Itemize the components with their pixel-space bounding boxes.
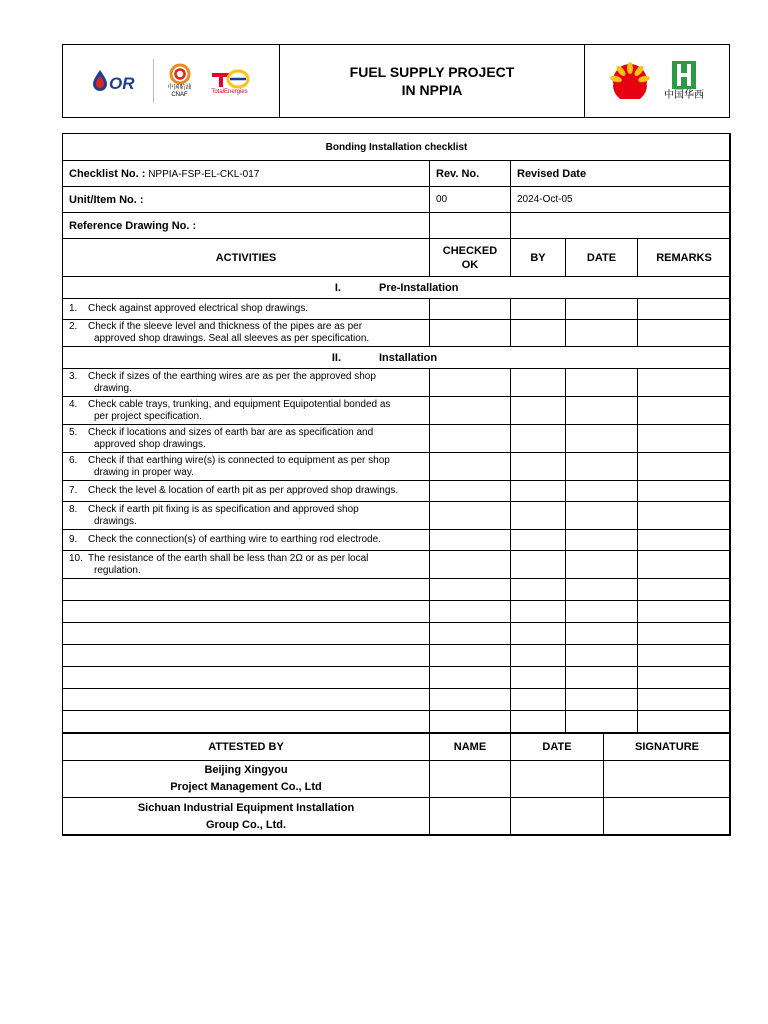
totalenergies-logo-text: TotalEnergies bbox=[211, 88, 248, 95]
activity-text-cont: per project specification. bbox=[94, 410, 202, 422]
date-cell[interactable] bbox=[566, 397, 638, 425]
attesting-party bbox=[63, 761, 430, 798]
checklist-no-label: Checklist No. : bbox=[69, 167, 146, 180]
col-signature: SIGNATURE bbox=[604, 734, 731, 761]
activity-text: Check if the sleeve level and thickness of the pipes are as per bbox=[88, 321, 363, 332]
date-cell[interactable] bbox=[566, 601, 638, 623]
by-cell[interactable] bbox=[511, 299, 566, 320]
table-row bbox=[63, 369, 731, 397]
checked-ok-cell[interactable] bbox=[430, 689, 511, 711]
checked-ok-cell[interactable] bbox=[430, 425, 511, 453]
table-row bbox=[63, 481, 731, 502]
empty-row bbox=[63, 689, 731, 711]
attestation-row bbox=[63, 798, 731, 836]
checked-ok-cell[interactable] bbox=[430, 481, 511, 502]
revised-date-label: Revised Date bbox=[511, 161, 731, 187]
huashi-h-icon bbox=[671, 60, 697, 90]
col-attest-date: DATE bbox=[511, 734, 604, 761]
activity-number: 3. bbox=[69, 370, 78, 382]
date-cell[interactable] bbox=[566, 689, 638, 711]
empty-row bbox=[63, 601, 731, 623]
empty-row bbox=[63, 667, 731, 689]
activity-text-cont: regulation. bbox=[94, 564, 141, 576]
remarks-cell[interactable] bbox=[638, 369, 731, 397]
checked-ok-cell[interactable] bbox=[430, 453, 511, 481]
checked-ok-cell[interactable] bbox=[430, 299, 511, 320]
col-checked-ok bbox=[430, 239, 511, 277]
date-cell[interactable] bbox=[566, 711, 638, 733]
activity-cell[interactable] bbox=[63, 689, 430, 711]
activity-number: 4. bbox=[69, 398, 78, 410]
remarks-cell[interactable] bbox=[638, 320, 731, 347]
date-cell[interactable] bbox=[566, 551, 638, 579]
table-row bbox=[63, 502, 731, 530]
by-cell[interactable] bbox=[511, 551, 566, 579]
activity-cell bbox=[63, 481, 430, 502]
activity-cell[interactable] bbox=[63, 623, 430, 645]
remarks-cell[interactable] bbox=[638, 623, 731, 645]
date-cell[interactable] bbox=[566, 369, 638, 397]
checked-ok-cell[interactable] bbox=[430, 579, 511, 601]
attestation-header-row bbox=[63, 734, 731, 761]
table-row bbox=[63, 530, 731, 551]
activity-cell[interactable] bbox=[63, 711, 430, 733]
party-line2: Group Co., Ltd. bbox=[205, 818, 287, 831]
date-cell[interactable] bbox=[566, 453, 638, 481]
checked-ok-cell[interactable] bbox=[430, 369, 511, 397]
section-label: Installation bbox=[379, 351, 438, 364]
header-logos-right bbox=[584, 45, 729, 117]
header-logos-left bbox=[63, 45, 280, 117]
activity-text: Check if that earthing wire(s) is connected to equipment as per shop bbox=[88, 454, 390, 466]
reference-drawing-label: Reference Drawing No. : bbox=[63, 213, 430, 239]
by-cell[interactable] bbox=[511, 711, 566, 733]
activity-text: Check if locations and sizes of earth bar are as specification and bbox=[88, 426, 374, 438]
activity-cell[interactable] bbox=[63, 645, 430, 667]
remarks-cell[interactable] bbox=[638, 645, 731, 667]
checklist-title-row bbox=[63, 134, 731, 161]
activity-number: 7. bbox=[69, 485, 78, 496]
by-cell[interactable] bbox=[511, 530, 566, 551]
table-row bbox=[63, 320, 731, 347]
col-checked-line1: CHECKED bbox=[442, 244, 498, 257]
col-checked-line2: OK bbox=[461, 258, 479, 271]
table-row bbox=[63, 299, 731, 320]
remarks-cell[interactable] bbox=[638, 453, 731, 481]
or-drop-icon bbox=[89, 67, 147, 95]
date-cell[interactable] bbox=[566, 623, 638, 645]
checked-ok-cell[interactable] bbox=[430, 711, 511, 733]
date-cell[interactable] bbox=[566, 579, 638, 601]
remarks-cell[interactable] bbox=[638, 502, 731, 530]
empty-row bbox=[63, 579, 731, 601]
remarks-cell[interactable] bbox=[638, 689, 731, 711]
checked-ok-cell[interactable] bbox=[430, 551, 511, 579]
checklist-no-row bbox=[63, 161, 731, 187]
checked-ok-cell[interactable] bbox=[430, 530, 511, 551]
section-header-row bbox=[63, 277, 731, 299]
checklist-table bbox=[62, 133, 731, 733]
checked-ok-cell[interactable] bbox=[430, 601, 511, 623]
rev-no-value: 00 bbox=[430, 187, 511, 213]
by-cell[interactable] bbox=[511, 397, 566, 425]
activity-number: 1. bbox=[69, 303, 78, 314]
document-title-line2: IN NPPIA bbox=[401, 82, 463, 98]
activity-text: The resistance of the earth shall be less than 2Ω or as per local bbox=[88, 552, 369, 564]
activity-cell bbox=[63, 369, 430, 397]
col-name: NAME bbox=[430, 734, 511, 761]
activity-text: Check against approved electrical shop drawings. bbox=[88, 303, 309, 314]
huashi-logo-text: 中国华西 bbox=[664, 90, 704, 101]
col-attested-by: ATTESTED BY bbox=[63, 734, 430, 761]
section-header bbox=[63, 347, 731, 369]
remarks-cell[interactable] bbox=[638, 579, 731, 601]
checked-ok-cell[interactable] bbox=[430, 667, 511, 689]
by-cell[interactable] bbox=[511, 369, 566, 397]
date-cell[interactable] bbox=[566, 299, 638, 320]
section-number: II. bbox=[331, 351, 341, 364]
remarks-cell[interactable] bbox=[638, 425, 731, 453]
by-cell[interactable] bbox=[511, 623, 566, 645]
date-cell[interactable] bbox=[566, 425, 638, 453]
remarks-cell[interactable] bbox=[638, 667, 731, 689]
reference-drawing-row bbox=[63, 213, 731, 239]
activity-cell bbox=[63, 502, 430, 530]
activity-cell bbox=[63, 320, 430, 347]
date-cell[interactable] bbox=[511, 798, 604, 836]
totalenergies-logo bbox=[206, 67, 254, 96]
remarks-cell[interactable] bbox=[638, 397, 731, 425]
remarks-cell[interactable] bbox=[638, 481, 731, 502]
remarks-cell[interactable] bbox=[638, 551, 731, 579]
activity-text: Check if earth pit fixing is as specification and approved shop bbox=[88, 503, 359, 515]
activity-cell[interactable] bbox=[63, 601, 430, 623]
activity-cell bbox=[63, 453, 430, 481]
checklist-no-cell bbox=[63, 161, 430, 187]
by-cell[interactable] bbox=[511, 481, 566, 502]
date-cell[interactable] bbox=[566, 667, 638, 689]
activity-cell bbox=[63, 299, 430, 320]
activity-number: 5. bbox=[69, 426, 78, 438]
cnaf-logo bbox=[160, 63, 200, 99]
checked-ok-cell[interactable] bbox=[430, 502, 511, 530]
checked-ok-cell[interactable] bbox=[430, 320, 511, 347]
col-date: DATE bbox=[566, 239, 638, 277]
activity-text-cont: approved shop drawings. bbox=[94, 438, 206, 450]
activity-cell bbox=[63, 397, 430, 425]
reference-drawing-extra bbox=[511, 213, 731, 239]
column-header-row bbox=[63, 239, 731, 277]
col-by: BY bbox=[511, 239, 566, 277]
document-header bbox=[62, 44, 730, 118]
huashi-logo bbox=[664, 60, 704, 102]
activity-number: 2. bbox=[69, 321, 78, 332]
checked-ok-cell[interactable] bbox=[430, 397, 511, 425]
reference-drawing-value bbox=[430, 213, 511, 239]
party-line2: Project Management Co., Ltd bbox=[170, 781, 322, 793]
signature-cell[interactable] bbox=[604, 761, 731, 798]
attestation-table bbox=[62, 733, 731, 836]
section-header-row bbox=[63, 347, 731, 369]
signature-cell[interactable] bbox=[604, 798, 731, 836]
empty-row bbox=[63, 645, 731, 667]
unit-item-label: Unit/Item No. : bbox=[63, 187, 430, 213]
date-cell[interactable] bbox=[566, 645, 638, 667]
cnpc-logo bbox=[610, 59, 650, 104]
cnaf-logo-text: 中国航油 CNAF bbox=[167, 85, 192, 98]
name-cell[interactable] bbox=[430, 798, 511, 836]
table-row bbox=[63, 551, 731, 579]
or-logo bbox=[89, 67, 147, 95]
activity-number: 6. bbox=[69, 454, 78, 466]
date-cell[interactable] bbox=[566, 530, 638, 551]
activity-cell bbox=[63, 551, 430, 579]
by-cell[interactable] bbox=[511, 502, 566, 530]
empty-row bbox=[63, 711, 731, 733]
revised-date-value: 2024-Oct-05 bbox=[511, 187, 731, 213]
by-cell[interactable] bbox=[511, 689, 566, 711]
checklist-no-value: NPPIA-FSP-EL-CKL-017 bbox=[148, 168, 260, 180]
unit-row bbox=[63, 187, 731, 213]
rev-no-label: Rev. No. bbox=[430, 161, 511, 187]
table-row bbox=[63, 425, 731, 453]
activity-text-cont: drawings. bbox=[94, 515, 137, 527]
activity-text-cont: approved shop drawings. Seal all sleeves as per specification. bbox=[94, 333, 370, 344]
section-label: Pre-Installation bbox=[379, 281, 459, 294]
cnaf-swirl-icon bbox=[168, 63, 192, 85]
by-cell[interactable] bbox=[511, 320, 566, 347]
col-activities: ACTIVITIES bbox=[63, 239, 430, 277]
remarks-cell[interactable] bbox=[638, 711, 731, 733]
party-line1: Sichuan Industrial Equipment Installation bbox=[137, 801, 355, 814]
document-title-line1: FUEL SUPPLY PROJECT bbox=[349, 64, 515, 80]
by-cell[interactable] bbox=[511, 453, 566, 481]
table-row bbox=[63, 397, 731, 425]
activity-cell bbox=[63, 425, 430, 453]
activity-number: 10. bbox=[69, 552, 83, 564]
by-cell[interactable] bbox=[511, 645, 566, 667]
by-cell[interactable] bbox=[511, 425, 566, 453]
party-line1: Beijing Xingyou bbox=[204, 764, 288, 776]
by-cell[interactable] bbox=[511, 579, 566, 601]
col-remarks: REMARKS bbox=[638, 239, 731, 277]
checked-ok-cell[interactable] bbox=[430, 645, 511, 667]
document-title bbox=[280, 45, 584, 117]
checklist-title: Bonding Installation checklist bbox=[63, 134, 731, 161]
attesting-party bbox=[63, 798, 430, 836]
cnpc-petals-icon bbox=[610, 59, 650, 99]
activity-text: Check cable trays, trunking, and equipment Equipotential bonded as bbox=[88, 398, 391, 410]
date-cell[interactable] bbox=[566, 481, 638, 502]
or-logo-text: OR bbox=[108, 74, 134, 93]
table-row bbox=[63, 453, 731, 481]
name-cell[interactable] bbox=[430, 761, 511, 798]
activity-text-cont: drawing in proper way. bbox=[94, 466, 194, 478]
empty-row bbox=[63, 623, 731, 645]
activity-cell bbox=[63, 530, 430, 551]
remarks-cell[interactable] bbox=[638, 530, 731, 551]
activity-text: Check if sizes of the earthing wires are as per the approved shop bbox=[88, 370, 376, 382]
date-cell[interactable] bbox=[566, 320, 638, 347]
remarks-cell[interactable] bbox=[638, 299, 731, 320]
section-header bbox=[63, 277, 731, 299]
activity-cell[interactable] bbox=[63, 579, 430, 601]
section-number: I. bbox=[334, 281, 341, 294]
attestation-row bbox=[63, 761, 731, 798]
remarks-cell[interactable] bbox=[638, 601, 731, 623]
activity-text-cont: drawing. bbox=[94, 382, 132, 394]
activity-number: 9. bbox=[69, 534, 78, 545]
activity-number: 8. bbox=[69, 503, 78, 515]
checked-ok-cell[interactable] bbox=[430, 623, 511, 645]
activity-cell[interactable] bbox=[63, 667, 430, 689]
date-cell[interactable] bbox=[511, 761, 604, 798]
by-cell[interactable] bbox=[511, 601, 566, 623]
date-cell[interactable] bbox=[566, 502, 638, 530]
activity-text: Check the connection(s) of earthing wire to earthing rod electrode. bbox=[88, 534, 381, 545]
totalenergies-mark-icon bbox=[206, 67, 254, 89]
by-cell[interactable] bbox=[511, 667, 566, 689]
activity-text: Check the level & location of earth pit as per approved shop drawings. bbox=[88, 485, 399, 496]
